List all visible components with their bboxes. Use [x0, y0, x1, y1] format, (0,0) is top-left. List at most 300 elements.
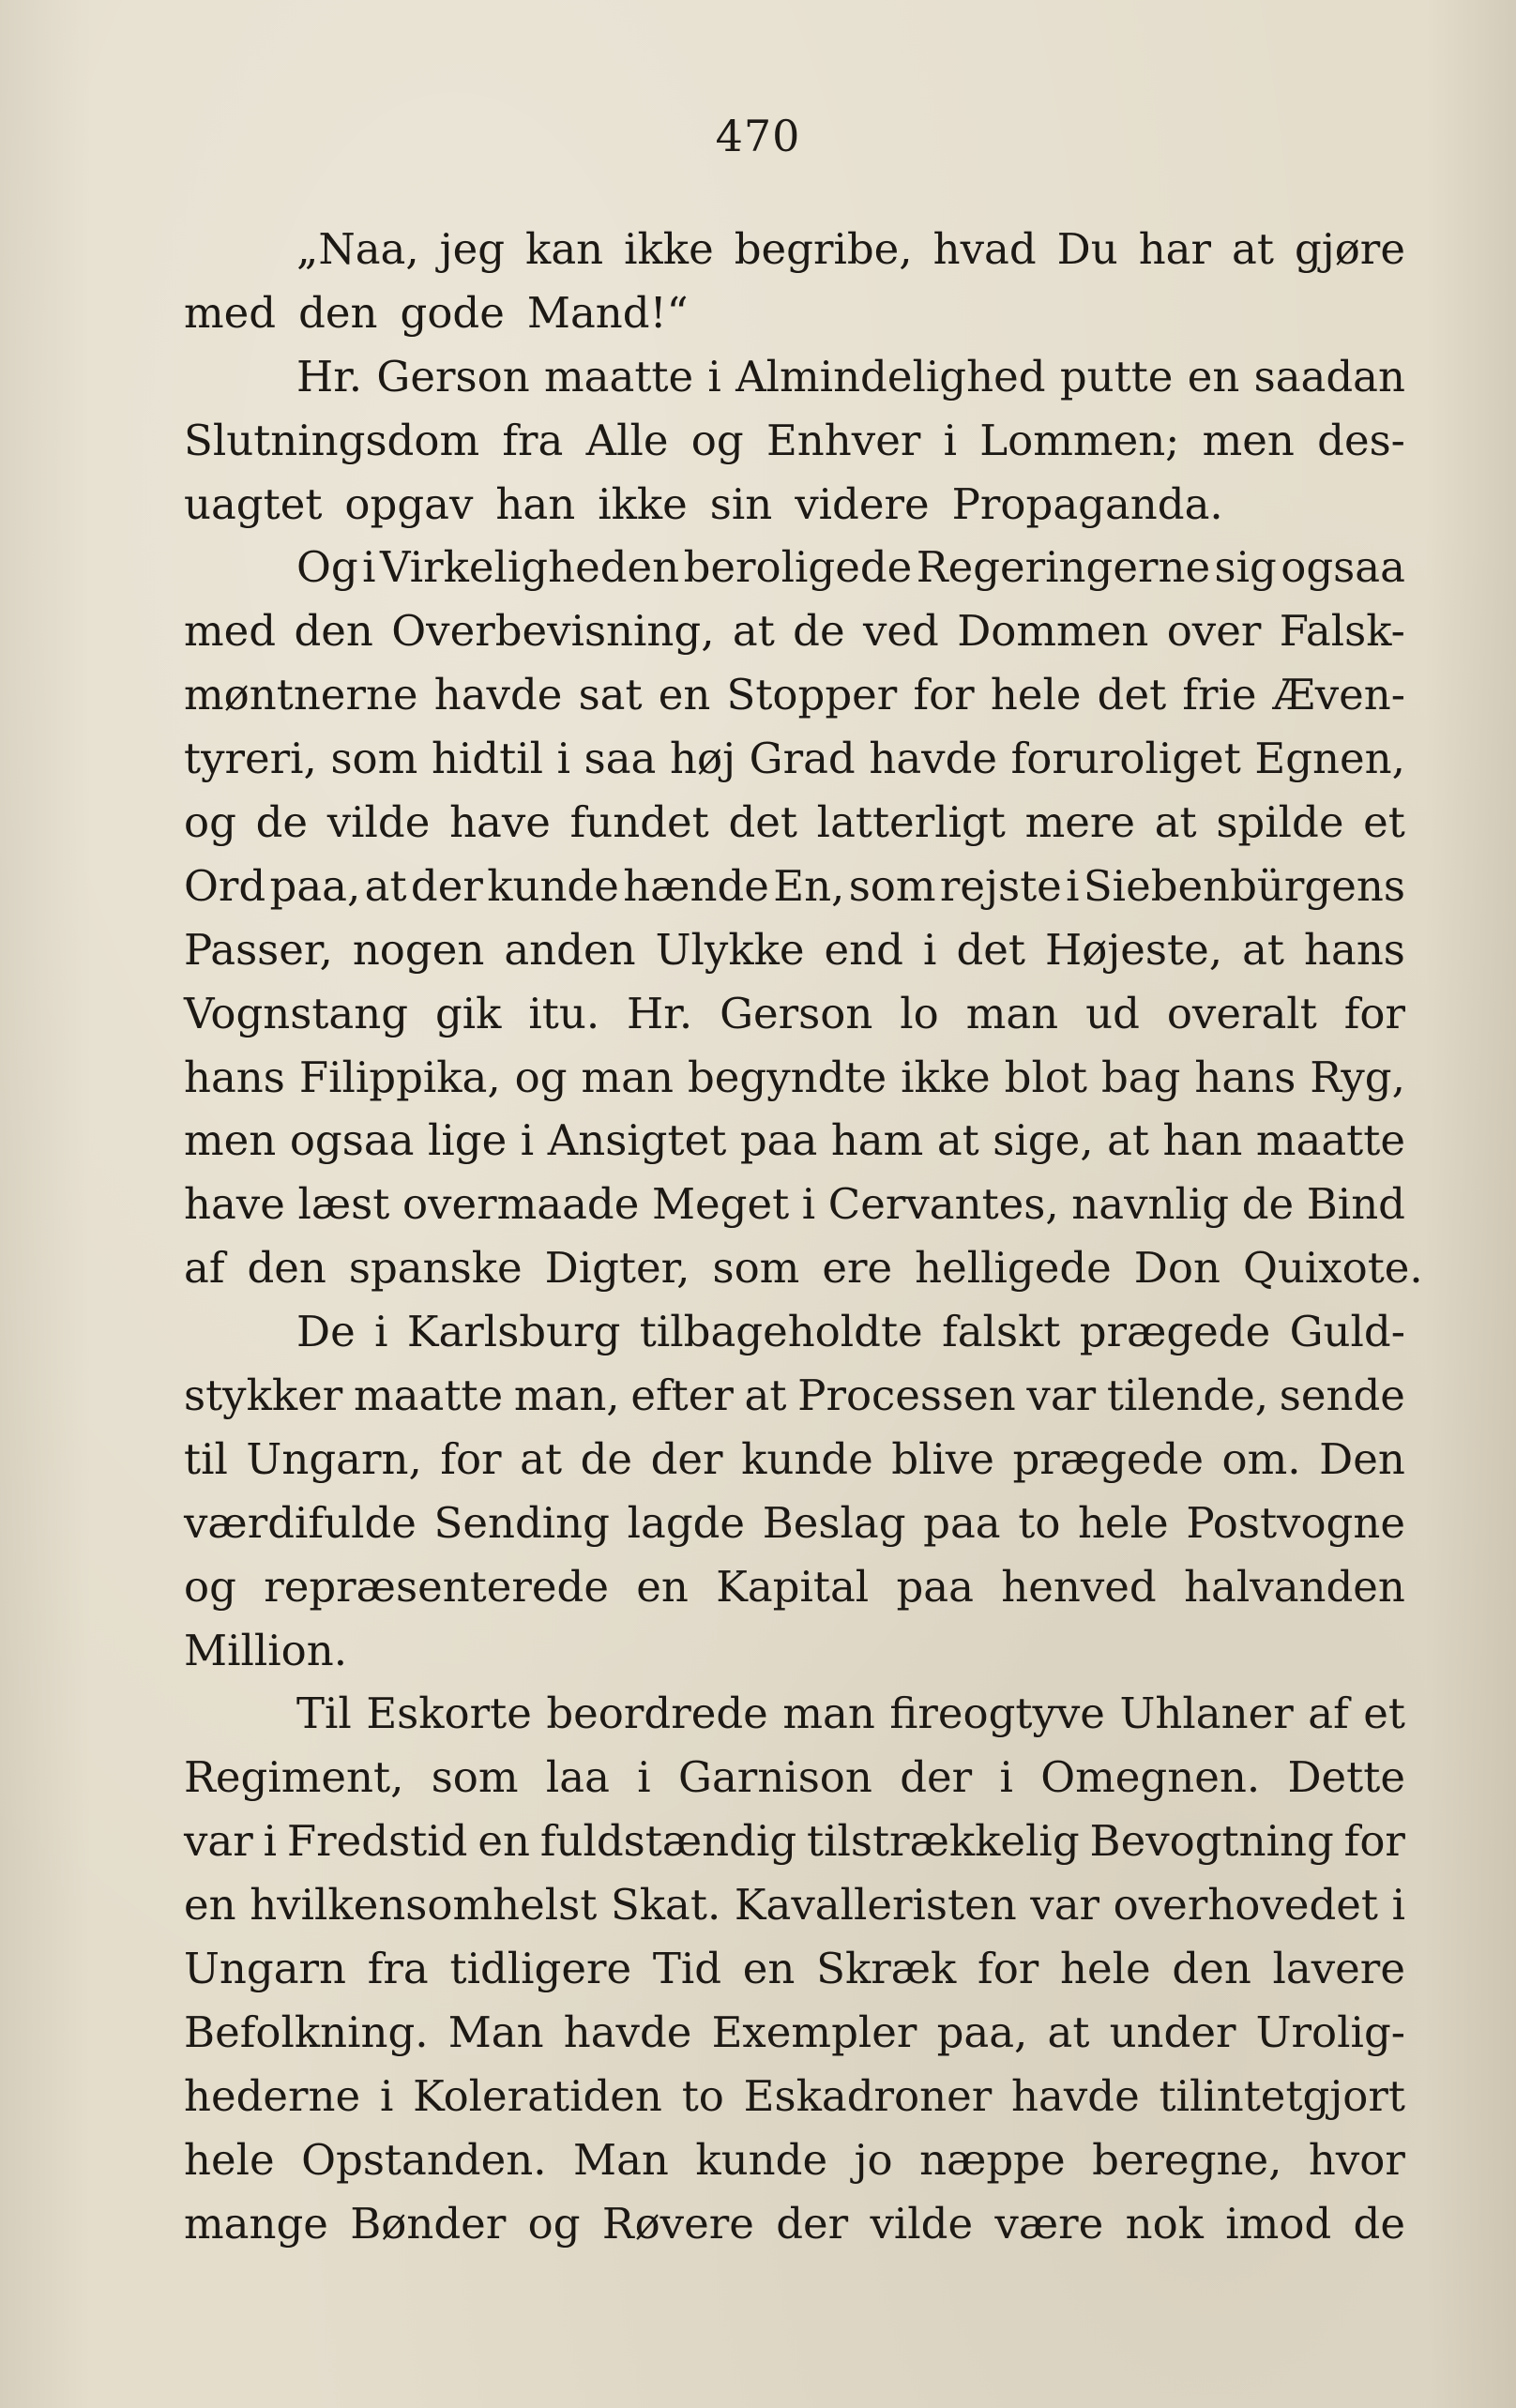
word: og [690, 415, 744, 465]
word: Enhver [766, 415, 921, 465]
word: Man [573, 2134, 669, 2185]
word: tyreri, [184, 734, 317, 784]
word: Grad [749, 734, 856, 784]
text-line [184, 791, 1405, 855]
word: havde [869, 734, 998, 784]
word: Processen [797, 1371, 1016, 1421]
body-text [184, 218, 1423, 2256]
word: latterligt [816, 797, 1006, 848]
word: tilbageholdte [639, 1307, 923, 1357]
word: i [923, 924, 937, 975]
text-line [184, 1492, 1405, 1555]
word: lavere [1272, 1944, 1405, 1994]
word: maatte [543, 351, 694, 401]
word: Slutningsdom [184, 415, 480, 465]
word: kunde [487, 860, 619, 911]
word: rejste [939, 860, 1062, 911]
word: Beslag [762, 1497, 906, 1548]
word: i [379, 2070, 394, 2121]
word: og [184, 1561, 236, 1612]
word: lige [428, 1115, 508, 1166]
text-line [184, 1428, 1405, 1492]
word: af [184, 1243, 225, 1294]
word: beordrede [546, 1689, 768, 1739]
word: som [330, 734, 418, 784]
word: bag [1100, 1052, 1181, 1102]
word: end [824, 924, 903, 975]
word: Fredstid [286, 1816, 468, 1867]
text-line [184, 1619, 1405, 1683]
word: fundet [569, 797, 709, 848]
word: Alle [585, 415, 669, 465]
word: paa, [936, 2007, 1028, 2057]
word: var [184, 1816, 253, 1867]
word: hvor [1308, 2134, 1405, 2185]
word: En, [773, 860, 845, 911]
word: kan [525, 224, 604, 274]
word: Million. [184, 1625, 348, 1675]
word: i [556, 734, 571, 784]
word: to [681, 2070, 724, 2121]
word: Lommen; [979, 415, 1180, 465]
word: men [1202, 415, 1295, 465]
word: mange [184, 2198, 328, 2249]
word: der [410, 860, 483, 911]
word: hans [1304, 924, 1405, 975]
word: et [1363, 1689, 1405, 1739]
word: Opstanden. [301, 2134, 547, 2185]
word: ikke [624, 224, 714, 274]
word: den [298, 287, 378, 338]
word: Exempler [711, 2007, 917, 2057]
word: Quixote. [1242, 1243, 1423, 1294]
word: Passer, [184, 924, 333, 975]
word: Propaganda. [951, 478, 1223, 529]
word: lo [900, 988, 939, 1038]
word: ham [830, 1115, 924, 1166]
word: vilde [326, 797, 431, 848]
text-line [184, 727, 1405, 791]
word: uagtet [184, 478, 323, 529]
word: kunde [741, 1433, 873, 1484]
word: Befolkning. [184, 2007, 429, 2057]
word: at [1242, 924, 1284, 975]
word: paa, [269, 860, 361, 911]
word: Kapital [716, 1561, 870, 1612]
text-line [184, 1364, 1405, 1428]
word: mere [1024, 797, 1136, 848]
word: jeg [439, 224, 506, 274]
word: i [801, 1179, 816, 1230]
word: Regeringerne [916, 542, 1211, 593]
word: Ungarn [184, 1944, 347, 1994]
word: Postvogne [1186, 1497, 1405, 1548]
word: var [1030, 1880, 1100, 1931]
word: stykker [184, 1371, 343, 1421]
word: tilintetgjort [1159, 2070, 1405, 2121]
word: læst [297, 1179, 390, 1230]
word: man [782, 1689, 875, 1739]
word: Siebenbürgens [1083, 860, 1405, 911]
word: og [184, 797, 236, 848]
text-line [184, 473, 1405, 537]
word: Røvere [601, 2198, 754, 2249]
word: itu. [528, 988, 600, 1038]
word: havde [433, 670, 563, 720]
word: de [255, 797, 309, 848]
word: i [1066, 860, 1080, 911]
word: Egnen, [1254, 734, 1405, 784]
text-line [184, 1682, 1405, 1746]
text-line [184, 918, 1405, 982]
word: henved [1001, 1561, 1157, 1612]
word: at [364, 860, 407, 911]
word: den [247, 1243, 326, 1294]
word: i [1391, 1880, 1405, 1931]
word: Hr. [627, 988, 693, 1038]
word: Man [447, 2007, 544, 2057]
word: de [580, 1433, 633, 1484]
word: hans [184, 1052, 285, 1102]
word: foruroliget [1010, 734, 1241, 784]
word: de [1353, 2198, 1405, 2249]
word: at [520, 1433, 563, 1484]
word: en [478, 1816, 530, 1867]
word: men [184, 1115, 277, 1166]
word: de [1241, 1179, 1295, 1230]
word: Overbevisning, [391, 606, 715, 657]
text-line [184, 982, 1405, 1046]
word: for [1343, 988, 1405, 1038]
word: Omegnen. [1040, 1752, 1261, 1803]
word: have [184, 1179, 285, 1230]
word: Kavalleristen [734, 1880, 1017, 1931]
text-line [184, 281, 1405, 345]
word: under [1109, 2007, 1236, 2057]
text-line [184, 345, 1405, 409]
word: paa [923, 1497, 1001, 1548]
word: fuldstændig [539, 1816, 797, 1867]
word: efter [630, 1371, 734, 1421]
word: ikke [598, 478, 688, 529]
word: tilstrækkelig [807, 1816, 1080, 1867]
word: beroligede [683, 542, 913, 593]
word: om. [1221, 1433, 1301, 1484]
word: Mand!“ [526, 287, 689, 338]
text-line [184, 1746, 1405, 1810]
word: Meget [651, 1179, 790, 1230]
word: Urolig- [1255, 2007, 1405, 2057]
word: Bind [1306, 1179, 1405, 1230]
word: et [1363, 797, 1405, 848]
word: møntnerne [184, 670, 418, 720]
word: Ungarn, [246, 1433, 422, 1484]
word: gjøre [1294, 224, 1405, 274]
word: opgav [344, 478, 474, 529]
text-line [184, 1873, 1405, 1937]
word: tidligere [449, 1944, 632, 1994]
word: Tid [652, 1944, 722, 1994]
word: overalt [1166, 988, 1317, 1038]
word: Don [1133, 1243, 1220, 1294]
word: halvanden [1184, 1561, 1405, 1612]
word: i [520, 1115, 535, 1166]
word: hvad [932, 224, 1037, 274]
word: prægede [1079, 1307, 1271, 1357]
word: af [1308, 1689, 1349, 1739]
word: ud [1085, 988, 1140, 1038]
word: Hr. [296, 351, 363, 401]
word: de [793, 606, 845, 657]
word: fra [502, 415, 564, 465]
word: saa [584, 734, 657, 784]
word: Skat. [610, 1880, 721, 1931]
word: hans [1194, 1052, 1296, 1102]
word: paa [739, 1115, 818, 1166]
word: Skræk [816, 1944, 957, 1994]
word: i [263, 1816, 278, 1867]
word: havde [1011, 2070, 1140, 2121]
word: i [707, 351, 721, 401]
word: ere [822, 1243, 893, 1294]
word: Garnison [678, 1752, 872, 1803]
word: Ulykke [655, 924, 805, 975]
text-line [184, 663, 1405, 727]
word: ogsaa [1281, 542, 1405, 593]
word: hederne [184, 2070, 361, 2121]
word: til [184, 1433, 228, 1484]
word: værdifulde [184, 1497, 417, 1548]
word: Regiment, [184, 1752, 404, 1803]
word: sig [1214, 542, 1277, 593]
word: at [732, 606, 775, 657]
word: Ryg, [1310, 1052, 1405, 1102]
word: en [658, 670, 711, 720]
word: have [449, 797, 551, 848]
word: for [440, 1433, 502, 1484]
text-line [184, 218, 1405, 281]
word: at [1107, 1115, 1149, 1166]
word: kunde [695, 2134, 828, 2185]
word: Til [296, 1689, 352, 1739]
word: ikke [901, 1052, 991, 1102]
text-line [184, 2065, 1405, 2128]
word: for [1343, 1816, 1405, 1867]
word: Almindelighed [735, 351, 1046, 401]
word: han [495, 478, 576, 529]
word: Guld- [1289, 1307, 1405, 1357]
word: det [956, 924, 1025, 975]
word: Uhlaner [1119, 1689, 1294, 1739]
word: man, [513, 1371, 620, 1421]
word: Karlsburg [406, 1307, 621, 1357]
word: den [294, 606, 373, 657]
word: det [1097, 670, 1167, 720]
text-line [184, 855, 1405, 918]
word: for [978, 1944, 1039, 1994]
word: Og [296, 542, 358, 593]
word: navnlig [1071, 1179, 1230, 1230]
word: næppe [919, 2134, 1066, 2185]
text-line [184, 2128, 1405, 2192]
word: blive [891, 1433, 994, 1484]
word: hele [990, 670, 1082, 720]
word: høj [670, 734, 736, 784]
text-line [184, 1810, 1405, 1873]
word: prægede [1012, 1433, 1204, 1484]
word: der [900, 1752, 973, 1803]
word: sige, [993, 1115, 1094, 1166]
word: hele [1078, 1497, 1169, 1548]
word: Den [1319, 1433, 1405, 1484]
text-line [184, 1937, 1405, 2001]
word: sin [709, 478, 773, 529]
word: paa [896, 1561, 974, 1612]
word: i [374, 1307, 388, 1357]
word: maatte [1255, 1115, 1405, 1166]
word: Ansigtet [547, 1115, 727, 1166]
word: hænde [623, 860, 769, 911]
word: Du [1056, 224, 1118, 274]
word: at [744, 1371, 787, 1421]
word: man [965, 988, 1059, 1038]
word: i [362, 542, 376, 593]
word: beregne, [1092, 2134, 1282, 2185]
word: hvilkensomhelst [250, 1880, 598, 1931]
word: gode [400, 287, 505, 338]
word: gik [434, 988, 502, 1038]
word: nogen [352, 924, 485, 975]
word: nok [1125, 2198, 1204, 2249]
word: havde [563, 2007, 692, 2057]
text-line [184, 1300, 1405, 1364]
text-line [184, 1173, 1405, 1236]
word: falskt [942, 1307, 1061, 1357]
word: Eskorte [366, 1689, 532, 1739]
text-line [184, 1555, 1405, 1619]
word: at [1232, 224, 1274, 274]
word: sende [1279, 1371, 1405, 1421]
word: Falsk- [1279, 606, 1405, 657]
word: jo [854, 2134, 893, 2185]
word: lagde [627, 1497, 746, 1548]
word: Gerson [720, 988, 873, 1038]
word: fra [367, 1944, 429, 1994]
word: videre [795, 478, 930, 529]
word: Sending [433, 1497, 610, 1548]
word: frie [1182, 670, 1257, 720]
word: fireogtyve [889, 1689, 1105, 1739]
word: tilende, [1106, 1371, 1269, 1421]
word: over [1166, 606, 1262, 657]
text-line [184, 1236, 1423, 1300]
text-line [184, 2001, 1405, 2065]
word: og [527, 2198, 581, 2249]
word: der [650, 1433, 723, 1484]
word: som [712, 1243, 800, 1294]
word: putte [1059, 351, 1174, 401]
text-line [184, 536, 1405, 599]
word: imod [1225, 2198, 1332, 2249]
word: ogsaa [289, 1115, 415, 1166]
word: Dommen [957, 606, 1149, 657]
word: som [431, 1752, 519, 1803]
word: var [1026, 1371, 1097, 1421]
word: at [1047, 2007, 1090, 2057]
word: som [848, 860, 936, 911]
word: Dette [1287, 1752, 1405, 1803]
word: hele [184, 2134, 275, 2185]
word: blot [1004, 1052, 1088, 1102]
word: være [994, 2198, 1104, 2249]
word: des- [1317, 415, 1405, 465]
word: en [1187, 351, 1240, 401]
word: i [999, 1752, 1013, 1803]
text-line [184, 1109, 1405, 1173]
word: saadan [1253, 351, 1405, 401]
word: Højeste, [1045, 924, 1223, 975]
word: begyndte [687, 1052, 887, 1102]
word: Eskadroner [743, 2070, 993, 2121]
word: begribe, [734, 224, 913, 274]
text-line [184, 599, 1405, 663]
word: en [636, 1561, 689, 1612]
word: Ord [184, 860, 266, 911]
word: i [943, 415, 957, 465]
word: i [637, 1752, 651, 1803]
word: og [514, 1052, 568, 1102]
word: for [913, 670, 975, 720]
word: det [728, 797, 797, 848]
word: maatte [353, 1371, 504, 1421]
word: laa [545, 1752, 610, 1803]
word: vilde [870, 2198, 974, 2249]
word: har [1138, 224, 1212, 274]
word: sat [578, 670, 643, 720]
word: spilde [1216, 797, 1344, 848]
text-line [184, 1046, 1405, 1110]
word: hele [1060, 1944, 1151, 1994]
word: en [184, 1880, 236, 1931]
word: med [184, 287, 277, 338]
word: Bønder [350, 2198, 507, 2249]
word: helligede [915, 1243, 1112, 1294]
word: spanske [348, 1243, 523, 1294]
word: Virkeligheden [379, 542, 680, 593]
word: anden [504, 924, 636, 975]
word: Vognstang [184, 988, 409, 1038]
word: hidtil [431, 734, 543, 784]
text-line [184, 2192, 1405, 2256]
word: Gerson [376, 351, 530, 401]
word: man [581, 1052, 674, 1102]
page-number: 470 [715, 111, 801, 161]
word: Æven- [1272, 670, 1405, 720]
text-line [184, 409, 1405, 473]
word: repræsenterede [264, 1561, 609, 1612]
word: overhovedet [1113, 1880, 1378, 1931]
word: at [1154, 797, 1197, 848]
word: ved [862, 606, 939, 657]
word: han [1162, 1115, 1243, 1166]
word: Koleratiden [413, 2070, 662, 2121]
word: den [1172, 1944, 1251, 1994]
word: Bevogtning [1089, 1816, 1334, 1867]
word: der [776, 2198, 849, 2249]
word: at [936, 1115, 979, 1166]
word: overmaade [402, 1179, 640, 1230]
word: to [1018, 1497, 1061, 1548]
